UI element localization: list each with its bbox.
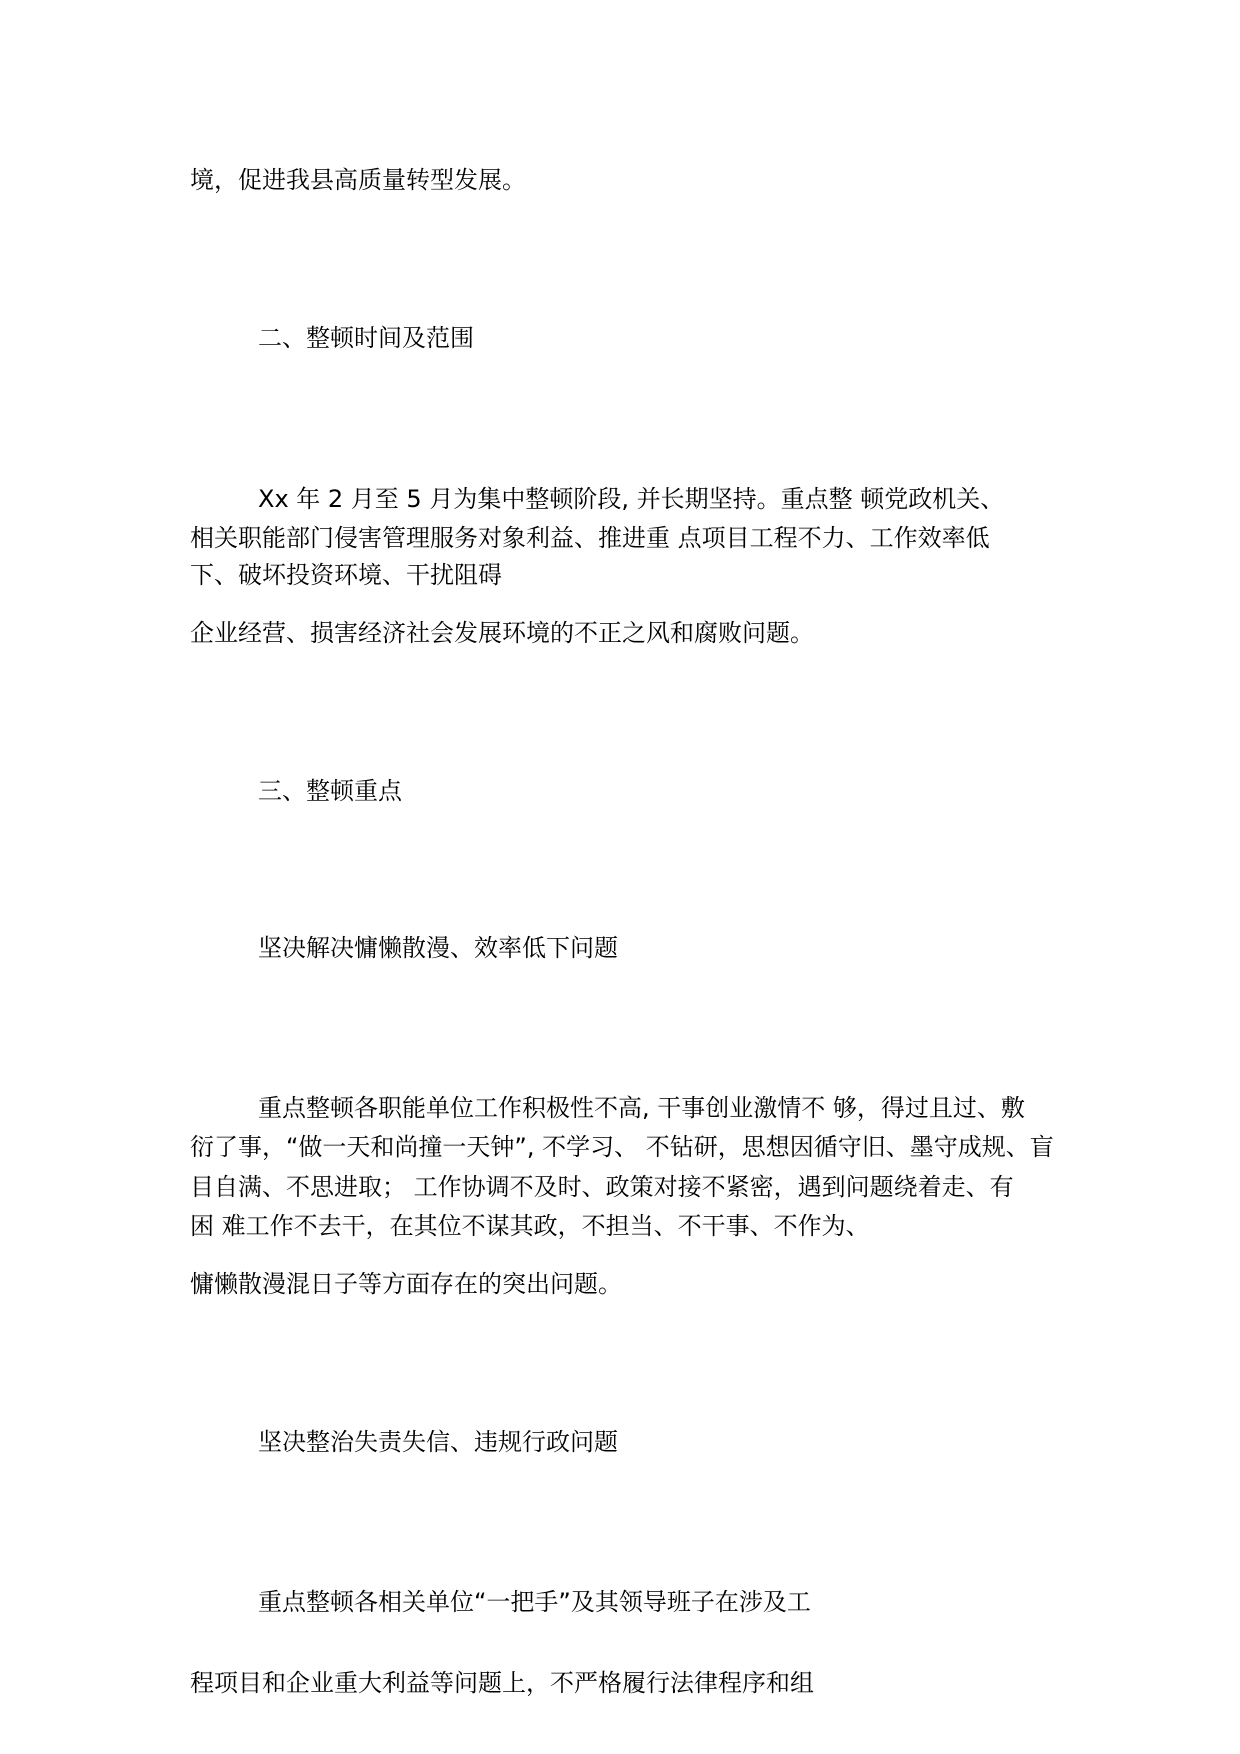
paragraph-line: 慵懒散漫混日子等方面存在的突出问题。 [190, 1270, 622, 1298]
paragraph-line: 相关职能部门侵害管理服务对象利益、推进重 点项目工程不力、工作效率低 [190, 524, 990, 552]
section-heading-3: 三、整顿重点 [258, 777, 402, 805]
paragraph-line: 困 难工作不去干，在其位不谋其政，不担当、不干事、不作为、 [190, 1212, 870, 1240]
paragraph-line: Xx 年 2 月至 5 月为集中整顿阶段, 并长期坚持。重点整 顿党政机关、 [258, 485, 1005, 513]
subsection-heading: 坚决整治失责失信、违规行政问题 [258, 1428, 618, 1456]
paragraph-line: 下、破坏投资环境、干扰阻碍 [190, 561, 502, 589]
paragraph-line: 目自满、不思进取； 工作协调不及时、政策对接不紧密，遇到问题绕着走、有 [190, 1173, 1014, 1201]
subsection-heading: 坚决解决慵懒散漫、效率低下问题 [258, 934, 618, 962]
paragraph-line: 重点整顿各职能单位工作积极性不高, 干事创业激情不 够，得过且过、敷 [258, 1094, 1025, 1122]
paragraph-line: 企业经营、损害经济社会发展环境的不正之风和腐败问题。 [190, 619, 814, 647]
paragraph-line: 衍了事，“做一天和尚撞一天钟”, 不学习、 不钻研，思想因循守旧、墨守成规、盲 [190, 1133, 1054, 1161]
section-heading-2: 二、整顿时间及范围 [258, 324, 474, 352]
paragraph-line: 重点整顿各相关单位“一把手”及其领导班子在涉及工 [258, 1588, 811, 1616]
paragraph-line: 程项目和企业重大利益等问题上，不严格履行法律程序和组 [190, 1669, 814, 1697]
paragraph-continuation: 境，促进我县高质量转型发展。 [190, 166, 526, 194]
